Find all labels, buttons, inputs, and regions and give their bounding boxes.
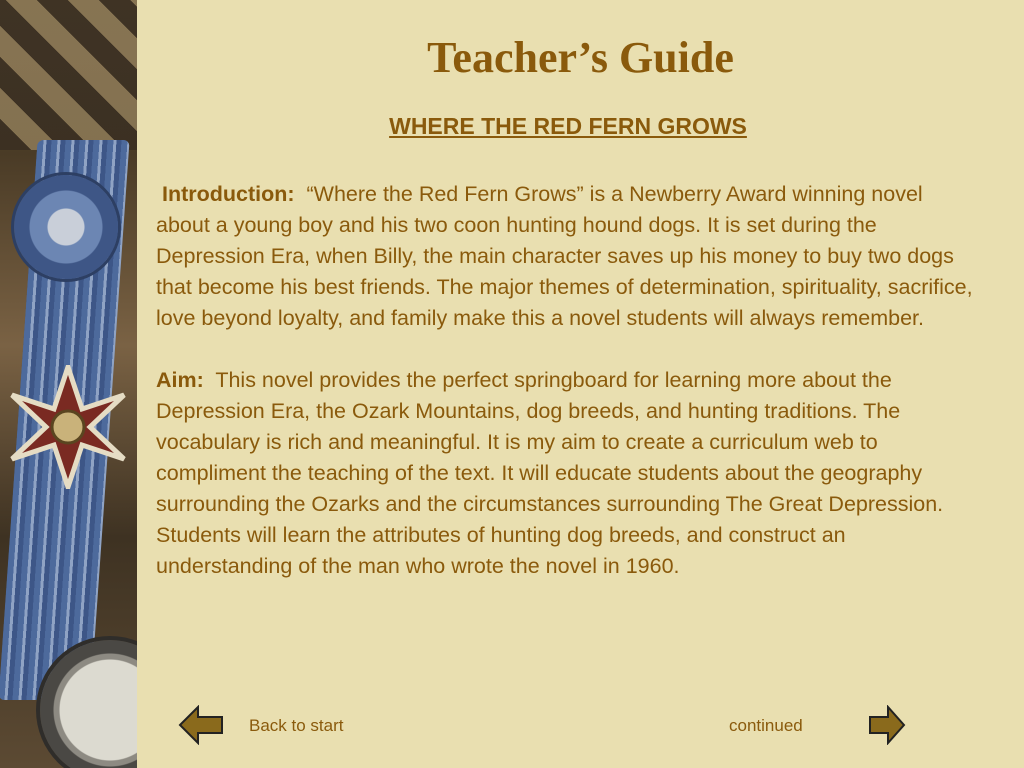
ribbon-rosette — [14, 175, 118, 279]
book-title-heading: WHERE THE RED FERN GROWS — [389, 113, 747, 139]
introduction-label: Introduction: — [161, 182, 295, 206]
aim-text: This novel provides the perfect springboard for learning more about the Depression Era, the Ozark Mountains, dog breeds, and hunting traditions. The vocabulary is rich and meaningful. It is my aim to create a curriculum web to compliment the teaching of the text. It will educate students about the geography surrounding the Ozarks and the circumstances surrounding The Great Depression. Students will learn the attributes of hunting dog breeds, and construct an understanding of the man who wrote the novel in 1960. — [156, 368, 944, 578]
forward-arrow-icon[interactable] — [868, 705, 906, 745]
back-arrow-icon[interactable] — [178, 705, 224, 745]
decorative-side-image — [0, 0, 137, 768]
aim-label: Aim: — [156, 368, 204, 392]
paragraph-spacer — [156, 334, 981, 365]
checkerboard-pattern — [0, 0, 137, 150]
slide-content — [137, 0, 1024, 768]
continued-link[interactable]: continued — [729, 716, 803, 735]
introduction-paragraph — [156, 179, 981, 334]
medal-cross-icon — [6, 365, 130, 489]
back-to-start-link[interactable]: Back to start — [249, 716, 344, 735]
body-text — [156, 179, 981, 582]
introduction-text: “Where the Red Fern Grows” is a Newberry Award winning novel about a young boy and his two coon hunting hound dogs. It is set during the Depression Era, when Billy, the main character saves up his money to buy two dogs that become his best friends. The major themes of determination, spirituality, sacrifice, love beyond loyalty, and family make this a novel students will always remember. — [156, 182, 973, 330]
aim-paragraph — [156, 365, 981, 582]
page-title: Teacher’s Guide — [427, 33, 734, 82]
